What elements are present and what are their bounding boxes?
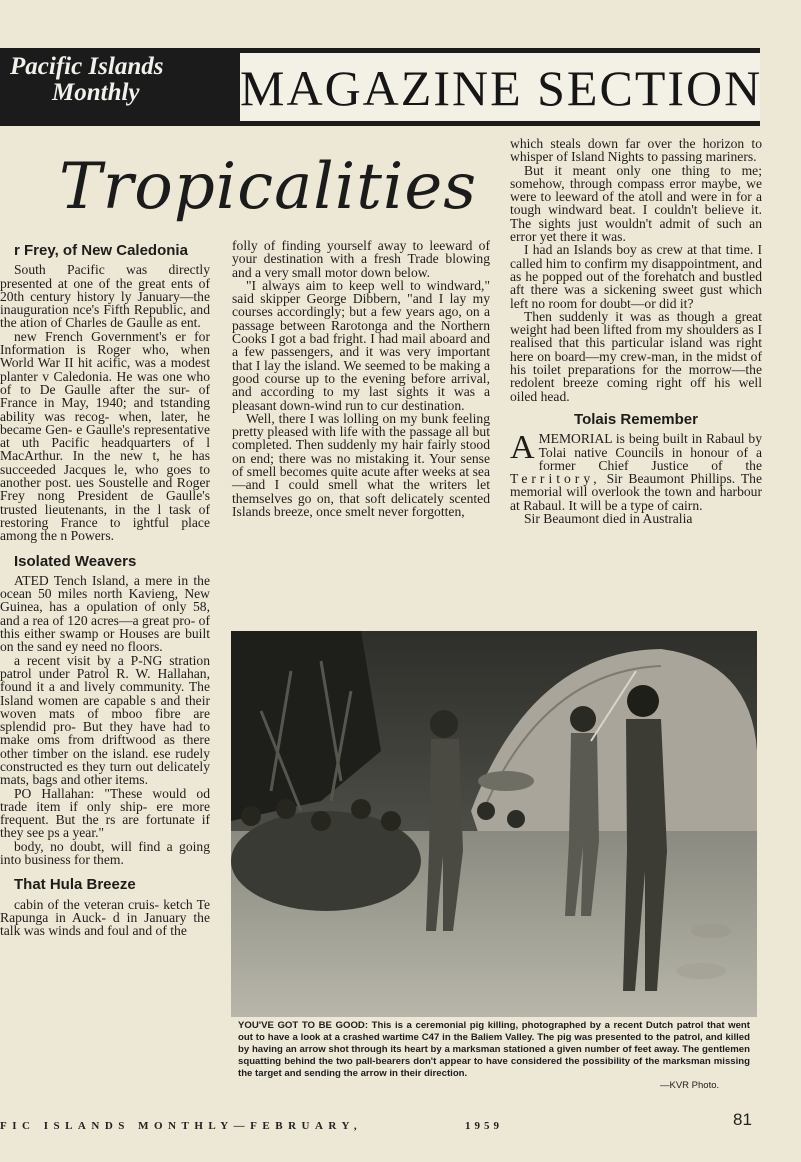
memorial-text-territory: Territory, [510,471,601,487]
column-1 [0,238,210,1106]
column-3 [510,137,762,617]
paragraph: But it meant only one thing to me; somehow, through compass error maybe, we were to leeward of the atoll and were in for a tough windward beat. I couldn't believe it. The sights just wouldn't admit of such an error yet there it was. [510,162,762,245]
paragraph: ATED Tench Island, a mere in the ocean 50 miles north Kavieng, New Guinea, has a opulation of only 58, and a rea of 120 acres—a great pro- of this either swamp or Houses are built on the sand ey need no floors. [0,572,210,655]
memorial-text-a: MEMORIAL is being built in Rabaul by Tolai native Councils in honour of a former Chief Justice of the [538,431,762,473]
heading-frey: r Frey, of New Caledonia [14,242,188,259]
heading-isolated-weavers: Isolated Weavers [14,552,137,570]
photo-caption: YOU'VE GOT TO BE GOOD: This is a ceremonial pig killing, photographed by a recent Dutch patrol that went out to have a look at a crashed wartime C47 in the Baliem Valley. The pig was presented to the patrol, and killed by having an arrow shot through its heart by a marksman stationed a given number of feet away. The gentlemen squatting behind the two pall-bearers don't appear to have considered the possibility of the marksman missing the target and sending the arrow in their direction. [238,1020,750,1079]
section-title: MAGAZINE SECTION [240,53,760,121]
issue-year: 1959 [465,1120,503,1132]
memorial-text-b: Sir Beaumont Phillips. The memorial will overlook the town and harbour at Rabaul. It will be a type of cairn. [510,471,762,513]
paragraph: which steals down far over the horizon to whisper of Island Nights to passing mariners. [510,136,762,165]
paragraph: South Pacific was directly presented at one of the great ents of 20th century history ly January—the inauguration nce's Fifth Republic, and the ation of Charles de Gaulle as ent. [0,262,210,331]
paragraph: Well, there I was lolling on my bunk feeling pretty pleased with life with the passage all but completed. Then suddenly my hair fairly stood on end; there was no mistaking it. Your sense of smell becomes quite acute after weeks at sea—and I could smell what the writers let themselves go on, that soft delicately scented Islands breeze, once smelt never forgotten, [232,410,490,519]
heading-tolais-remember: Tolais Remember [574,410,698,428]
paragraph: a recent visit by a P-NG stration patrol under Patrol R. W. Hallahan, found it a and lively community. The Island women are capable s and their woven mats of mboo fibre are splendid pro- But they have had to make oms from driftwood as there other timber on the island. ese rudely constructed es they turn out delicately mats, bags and other items. [0,652,210,788]
masthead-bar [0,48,763,126]
drop-cap: A [510,429,535,467]
running-footer [0,1120,560,1132]
paragraph: cabin of the veteran cruis- ketch Te Rapunga in Auck- d in January the talk was winds and foul and of the [0,896,210,939]
paragraph: folly of finding yourself away to leeward of your destination with a fresh Trade blowing and a very small motor down below. [232,238,490,280]
publication-name [10,54,220,106]
photo-credit: —KVR Photo. [660,1080,720,1091]
publication-name-line1: Pacific Islands [10,53,164,80]
paragraph: body, no doubt, will find a going into business for them. [0,838,210,868]
page-number: 81 [733,1110,752,1129]
pig-killing-photo [231,631,757,1017]
heading-hula-breeze: That Hula Breeze [14,876,136,894]
paragraph: Sir Beaumont died in Australia [524,511,693,527]
running-title: FIC ISLANDS MONTHLY—FEBRUARY, [0,1120,363,1132]
feature-title: Tropicalities [59,150,478,224]
paragraph: new French Government's er for Information is Roger who, when World War II hit acific, was a modest planter v Caledonia. He was one who of to De Gaulle after the sur- of France in May, 1940; and tstanding ability was recog- when, later, he became Gen- e Gaulle's representative at uth Pacific headquarters of l MacArthur. In the new t, he has succeeded Jacques le, who goes to another post. ues Soustelle and Roger Frey nong President de Gaulle's trusted lieutenants, in the l task of restoring France to ightful place among the n Powers. [0,328,210,544]
feature-title-script [55,130,478,230]
paragraph: Then suddenly it was as though a great weight had been lifted from my shoulders as I realised that this particular island was right here on board—my crew-man, in the midst of his toilet preparations for the morrow—the redolent breeze coming right off his well oiled head. [510,308,762,404]
paragraph: I had an Islands boy as crew at that time. I called him to confirm my disappointment, and as he popped out of the forehatch and bustled aft there was a sickening sweet gust which left no room for doubt—or did it? [510,242,762,311]
paragraph: PO Hallahan: "These would od trade item if only ship- ere more frequent. But the rs are fortunate if they see ps a year." [0,785,210,841]
column-2 [232,239,490,617]
paragraph: "I always aim to keep well to windward," said skipper George Dibbern, "and I lay my courses accordingly; but a few years ago, on a passage between Rarotonga and the Northern Cooks I got a bad fright. I had mail aboard and a few passengers, and it was very important that I lay the island. We seemed to be making a good course up to the evening before arrival, and according to my last sights it was a pleasant down-wind run to cur destination. [232,277,490,413]
paragraph-memorial [510,429,762,513]
publication-name-line2: Monthly [52,79,140,106]
